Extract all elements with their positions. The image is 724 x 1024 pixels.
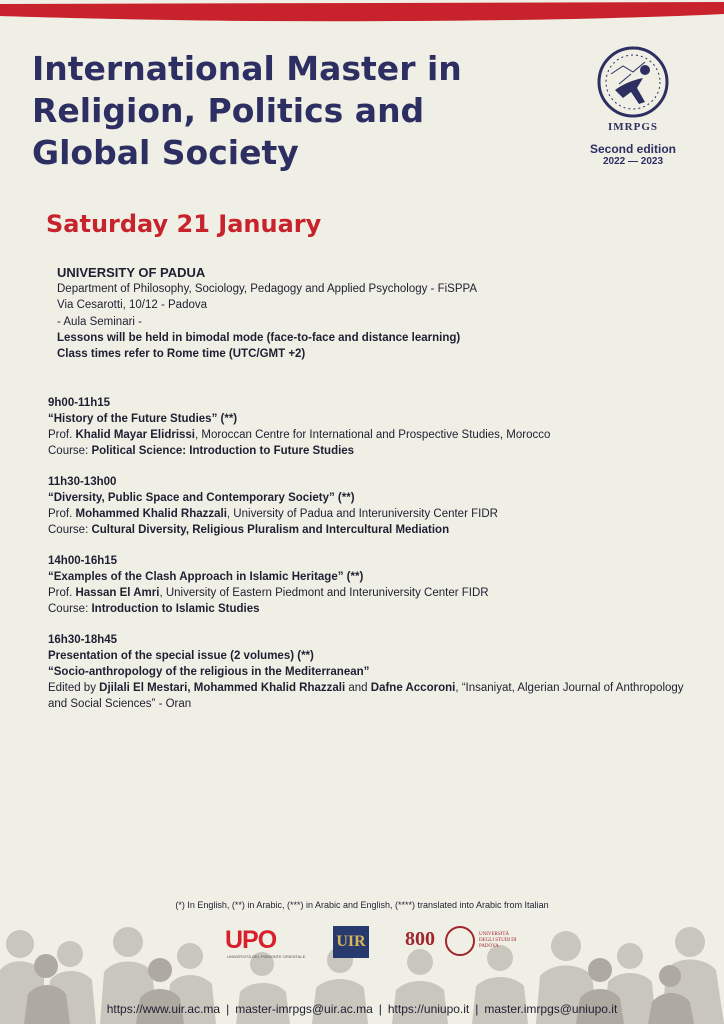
prof-name: Hassan El Amri [75, 587, 160, 599]
link-uir-email[interactable]: master-imrpgs@uir.ac.ma [235, 1002, 373, 1016]
course-name: Cultural Diversity, Religious Pluralism and Intercultural Mediation [91, 524, 450, 536]
session-time: 14h00-16h15 [48, 555, 118, 567]
session-course [48, 601, 698, 617]
presentation-time: 16h30-18h45 [48, 634, 118, 646]
contact-links [0, 1002, 724, 1016]
venue-block [57, 265, 477, 362]
link-separator: | [226, 1002, 230, 1016]
course-prefix: Course: [48, 445, 92, 457]
prof-affiliation: , Moroccan Centre for International and Prospective Studies, Morocco [195, 429, 551, 441]
title-line-1: International Master in [32, 49, 462, 88]
logo-text: IMRPGS [608, 121, 658, 133]
prof-prefix: Prof. [48, 429, 76, 441]
schedule [48, 395, 698, 727]
title-line-3: Global Society [32, 133, 299, 172]
date-heading: Saturday 21 January [46, 210, 322, 238]
language-footnote: (*) In English, (**) in Arabic, (***) in Arabic and English, (****) translated into Arabic from Italian [175, 900, 549, 910]
session-course [48, 443, 698, 459]
venue-timezone: Class times refer to Rome time (UTC/GMT +2) [57, 348, 306, 361]
prof-affiliation: , University of Padua and Interuniversity Center FIDR [226, 508, 498, 520]
prof-prefix: Prof. [48, 587, 76, 599]
top-red-brush-stripe [0, 0, 724, 26]
edited-prefix: Edited by [48, 682, 100, 694]
venue-name: UNIVERSITY OF PADUA [57, 265, 206, 280]
imrpgs-logo [578, 44, 688, 167]
partner-logos [225, 924, 515, 964]
imrpgs-logo-icon [593, 44, 673, 136]
prof-prefix: Prof. [48, 508, 76, 520]
session-title: “History of the Future Studies” (**) [48, 413, 238, 425]
link-uniupo-email[interactable]: master.imrpgs@uniupo.it [484, 1002, 618, 1016]
editors-a: Djilali El Mestari, Mohammed Khalid Rhazzali [99, 682, 346, 694]
session-time: 11h30-13h00 [48, 476, 117, 488]
edition-label: Second edition [589, 142, 676, 156]
prof-affiliation: , University of Eastern Piedmont and Interuniversity Center FIDR [159, 587, 489, 599]
title-line-2: Religion, Politics and [32, 91, 425, 130]
upo-logo: UPO [225, 926, 277, 954]
session-1 [48, 395, 698, 459]
presentation-subtitle: “Socio-anthropology of the religious in the Mediterranean” [48, 666, 370, 678]
presentation-editors [48, 680, 698, 712]
venue-department: Department of Philosophy, Sociology, Pedagogy and Applied Psychology - FiSPPA [57, 283, 477, 296]
padua-logo-name: UNIVERSITÀ DEGLI STUDI DI PADOVA [479, 932, 517, 949]
link-uniupo-website[interactable]: https://uniupo.it [387, 1002, 470, 1016]
session-presentation [48, 632, 698, 712]
journal-name: , “Insaniyat, Algerian Journal of Anthropology and Social Sciences” - Oran [48, 682, 684, 710]
editors-b: Dafne Accoroni [370, 682, 456, 694]
session-professor [48, 506, 698, 522]
editors-and: and [345, 682, 371, 694]
program-title [32, 48, 492, 174]
session-title: “Examples of the Clash Approach in Islamic Heritage” (**) [48, 571, 364, 583]
link-uir-website[interactable]: https://www.uir.ac.ma [106, 1002, 221, 1016]
padua-800-logo: 800 [405, 928, 435, 950]
course-prefix: Course: [48, 603, 92, 615]
venue-mode: Lessons will be held in bimodal mode (face-to-face and distance learning) [57, 331, 461, 344]
venue-address: Via Cesarotti, 10/12 - Padova [57, 299, 208, 312]
upo-logo-subtitle: UNIVERSITÀ DEL PIEMONTE ORIENTALE [227, 954, 306, 959]
uir-logo: UIR [333, 926, 369, 958]
session-time: 9h00-11h15 [48, 397, 111, 409]
course-prefix: Course: [48, 524, 92, 536]
prof-name: Khalid Mayar Elidrissi [75, 429, 195, 441]
session-professor [48, 427, 698, 443]
session-professor [48, 585, 698, 601]
course-name: Introduction to Islamic Studies [91, 603, 260, 615]
session-2 [48, 474, 698, 538]
session-course [48, 522, 698, 538]
session-3 [48, 553, 698, 617]
presentation-title: Presentation of the special issue (2 volumes) (**) [48, 650, 314, 662]
venue-room: - Aula Seminari - [57, 315, 143, 328]
padua-seal-icon [445, 926, 475, 956]
course-name: Political Science: Introduction to Future Studies [91, 445, 355, 457]
prof-name: Mohammed Khalid Rhazzali [75, 508, 227, 520]
link-separator: | [475, 1002, 479, 1016]
session-title: “Diversity, Public Space and Contemporary Society” (**) [48, 492, 355, 504]
edition-years: 2022 — 2023 [602, 156, 664, 167]
link-separator: | [378, 1002, 382, 1016]
